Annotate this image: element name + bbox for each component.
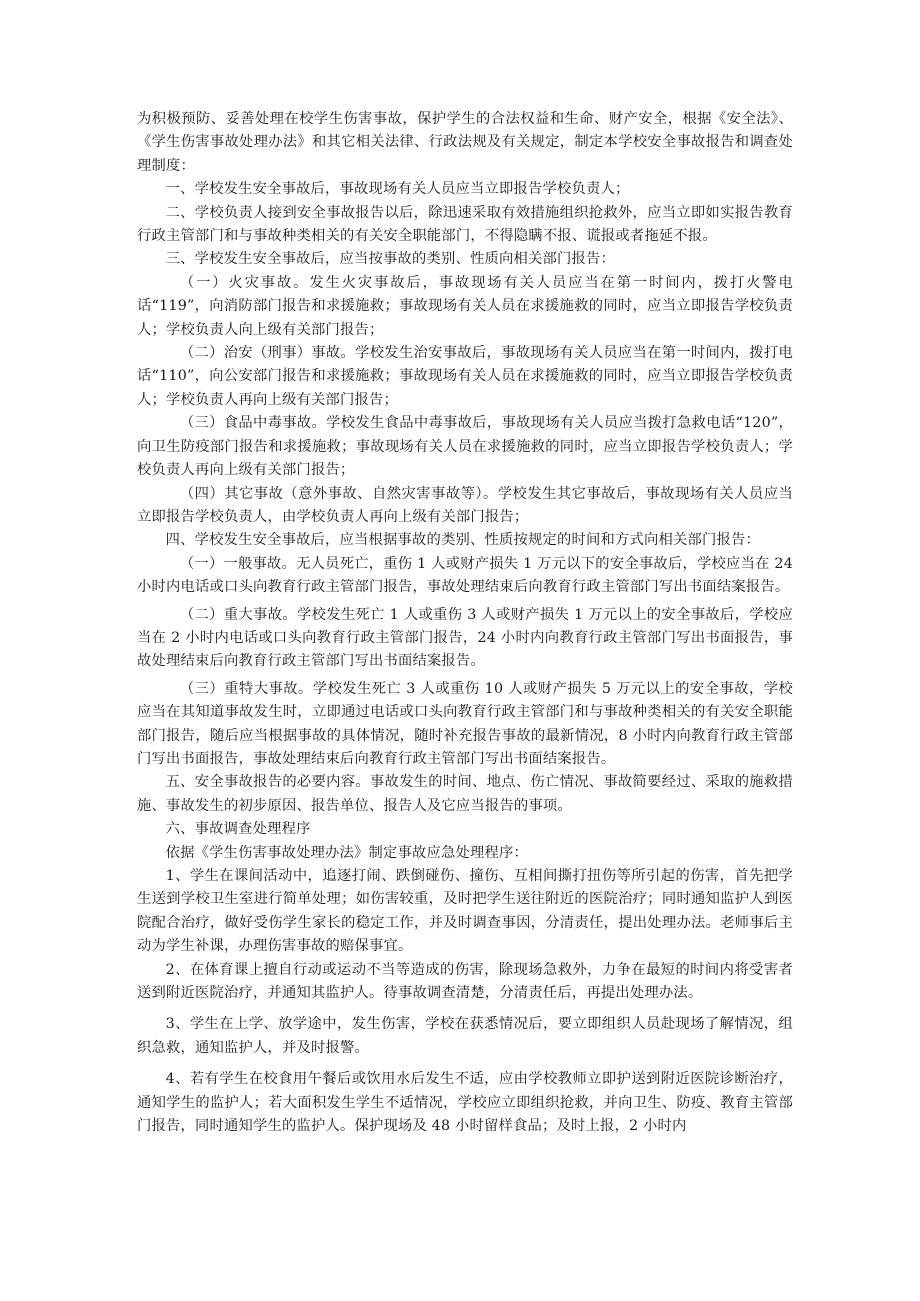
clause-3-item-3: （三）食品中毒事故。学校发生食品中毒事故后，事故现场有关人员应当拨打急救电话“120”，向卫生防疫部门报告和求援施救；事故现场有关人员在求援施救的同时，应当立即报告学校负责人；学校负责人再向上级有关部门报告； — [137, 415, 793, 479]
intro-paragraph: 为积极预防、妥善处理在校学生伤害事故，保护学生的合法权益和生命、财产安全，根据《安全法》、《学生伤害事故处理办法》和其它相关法律、行政法规及有关规定，制定本学校安全事故报告和调查处理制度： — [137, 111, 793, 174]
document-body — [137, 108, 793, 1138]
clause-3: 三、学校发生安全事故后，应当按事故的类别、性质向相关部门报告： — [165, 251, 615, 268]
clause-5: 五、安全事故报告的必要内容。事故发生的时间、地点、伤亡情况、事故简要经过、采取的施救措施、事故发生的初步原因、报告单位、报告人及它应当报告的事项。 — [137, 774, 793, 814]
clause-2: 二、学校负责人接到安全事故报告以后，除迅速采取有效措施组织抢救外，应当立即如实报告教育行政主管部门和与事故种类相关的有关安全职能部门，不得隐瞒不报、谎报或者拖延不报。 — [137, 204, 793, 245]
clause-4-item-1: （一）一般事故。无人员死亡，重伤 1 人或财产损失 1 万元以下的安全事故后，学校应当在 24 小时内电话或口头向教育行政主管部门报告，事故处理结束后向教育行政主管部门写出书面结案报告。 — [137, 555, 793, 596]
procedure-item-3: 3、学生在上学、放学途中，发生伤害，学校在获悉情况后，要立即组织人员赴现场了解情况，组织急救，通知监护人，并及时报警。 — [137, 1016, 793, 1056]
procedure-item-4: 4、若有学生在校食用午餐后或饮用水后发生不适，应由学校教师立即护送到附近医院诊断治疗，通知学生的监护人；若大面积发生学生不适情况，学校应立即组织抢救，并向卫生、防疫、教育主管部门报告，同时通知学生的监护人。保护现场及 48 小时留样食品；及时上报，2 小时内 — [137, 1071, 793, 1135]
procedure-intro: 依据《学生伤害事故处理办法》制定事故应急处理程序： — [165, 844, 529, 861]
clause-3-item-2: （二）治安（刑事）事故。学校发生治安事故后，事故现场有关人员应当在第一时间内，拨打电话“110”，向公安部门报告和求援施救；事故现场有关人员在求援施救的同时，应当立即报告学校负责人；学校负责人再向上级有关部门报告； — [137, 345, 793, 408]
clause-6-heading: 六、事故调查处理程序 — [165, 821, 311, 838]
procedure-item-1: 1、学生在课间活动中，追逐打闹、跌倒碰伤、撞伤、互相间撕打扭伤等所引起的伤害，首先把学生送到学校卫生室进行简单处理；如伤害较重，及时把学生送往附近的医院治疗；同时通知监护人到医院配合治疗，做好受伤学生家长的稳定工作，并及时调查事因，分清责任，提出处理办法。老师事后主动为学生补课，办理伤害事故的赔保事宜。 — [137, 868, 793, 955]
clause-3-item-4: （四）其它事故（意外事故、自然灾害事故等）。学校发生其它事故后，事故现场有关人员应当立即报告学校负责人，由学校负责人再向上级有关部门报告； — [137, 485, 793, 525]
clause-4-item-3: （三）重特大事故。学校发生死亡 3 人或重伤 10 人或财产损失 5 万元以上的安全事故，学校应当在其知道事故发生时，立即通过电话或口头向教育行政主管部门和与事故种类相关的有关安全职能部门报告，随后应当根据事故的具体情况，随时补充报告事故的最新情况，8 小时内向教育行政主管部门写出书面报告，事故处理结束后向教育行政主管部门写出书面结案报告。 — [137, 680, 793, 767]
clause-4: 四、学校发生安全事故后，应当根据事故的类别、性质按规定的时间和方式向相关部门报告： — [165, 532, 760, 549]
clause-1: 一、学校发生安全事故后，事故现场有关人员应当立即报告学校负责人； — [165, 181, 630, 198]
clause-3-item-1: （一）火灾事故。发生火灾事故后，事故现场有关人员应当在第一时间内，拨打火警电话“119”，向消防部门报告和求援施救；事故现场有关人员在求援施救的同时，应当立即报告学校负责人；学校负责人向上级有关部门报告； — [137, 274, 793, 338]
procedure-item-2: 2、在体育课上擅自行动或运动不当等造成的伤害，除现场急救外，力争在最短的时间内将受害者送到附近医院治疗，并通知其监护人。待事故调查清楚，分清责任后，再提出处理办法。 — [137, 961, 793, 1002]
clause-4-item-2: （二）重大事故。学校发生死亡 1 人或重伤 3 人或财产损失 1 万元以上的安全事故后，学校应当在 2 小时内电话或口头向教育行政主管部门报告，24 小时内向教育行政主管部门写出书面报告，事故处理结束后向教育行政主管部门写出书面结案报告。 — [137, 606, 793, 670]
